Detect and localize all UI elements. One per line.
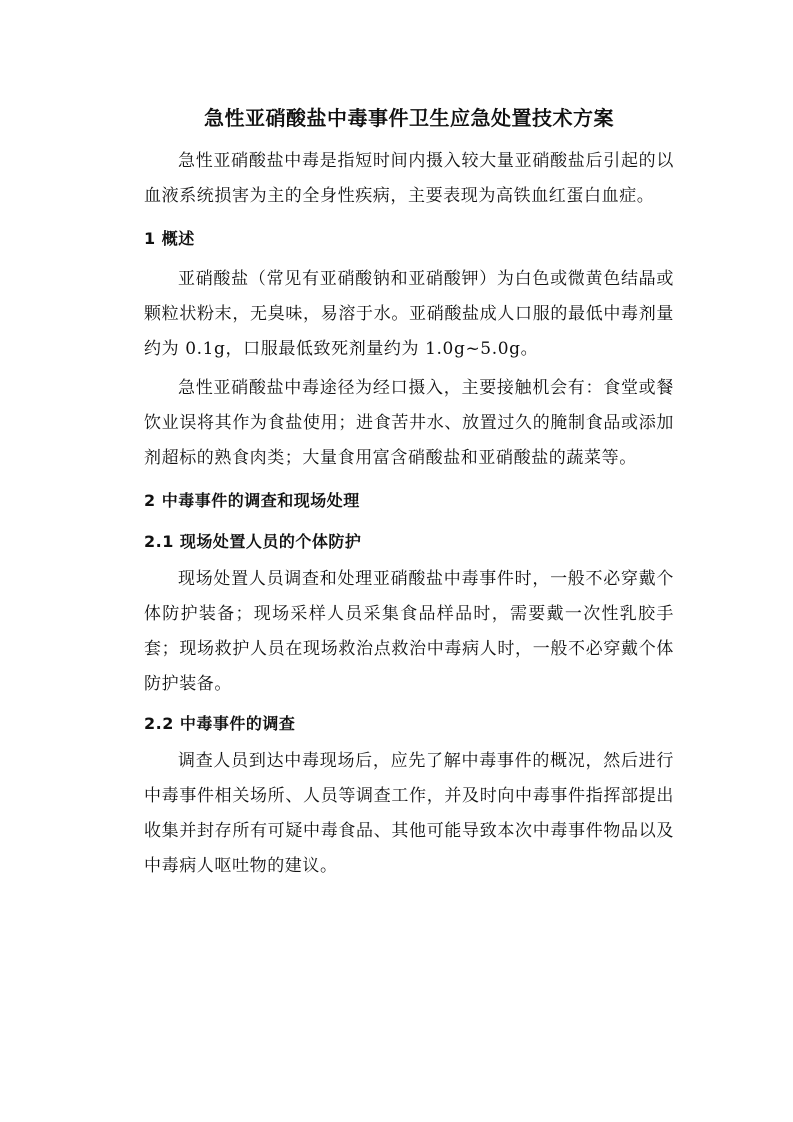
- subsection-heading-investigation: 2.2 中毒事件的调查: [144, 714, 296, 733]
- protection-paragraph: 现场处置人员调查和处理亚硝酸盐中毒事件时，一般不必穿戴个体防护装备；现场采样人员采集食品样品时，需要戴一次性乳胶手套；现场救护人员在现场救治点救治中毒病人时，一般不必穿戴个体防护装备。: [144, 569, 674, 694]
- section-heading-overview: 1 概述: [144, 229, 195, 248]
- section-heading-investigation: 2 中毒事件的调查和现场处理: [144, 491, 360, 510]
- overview-paragraph-properties: 亚硝酸盐（常见有亚硝酸钠和亚硝酸钾）为白色或微黄色结晶或颗粒状粉末，无臭味，易溶于水。亚硝酸盐成人口服的最低中毒剂量约为 0.1g，口服最低致死剂量约为 1.0g~5.0g。: [144, 269, 674, 359]
- document-body: [144, 98, 674, 884]
- subsection-heading-protection: 2.1 现场处置人员的个体防护: [144, 532, 362, 551]
- document-title: 急性亚硝酸盐中毒事件卫生应急处置技术方案: [204, 106, 614, 130]
- investigation-paragraph: 调查人员到达中毒现场后，应先了解中毒事件的概况，然后进行中毒事件相关场所、人员等调查工作，并及时向中毒事件指挥部提出收集并封存所有可疑中毒食品、其他可能导致本次中毒事件物品以及中毒病人呕吐物的建议。: [144, 751, 674, 876]
- intro-paragraph: 急性亚硝酸盐中毒是指短时间内摄入较大量亚硝酸盐后引起的以血液系统损害为主的全身性疾病，主要表现为高铁血红蛋白血症。: [144, 151, 674, 206]
- overview-paragraph-exposure: 急性亚硝酸盐中毒途径为经口摄入，主要接触机会有：食堂或餐饮业误将其作为食盐使用；进食苦井水、放置过久的腌制食品或添加剂超标的熟食肉类；大量食用富含硝酸盐和亚硝酸盐的蔬菜等。: [144, 378, 674, 468]
